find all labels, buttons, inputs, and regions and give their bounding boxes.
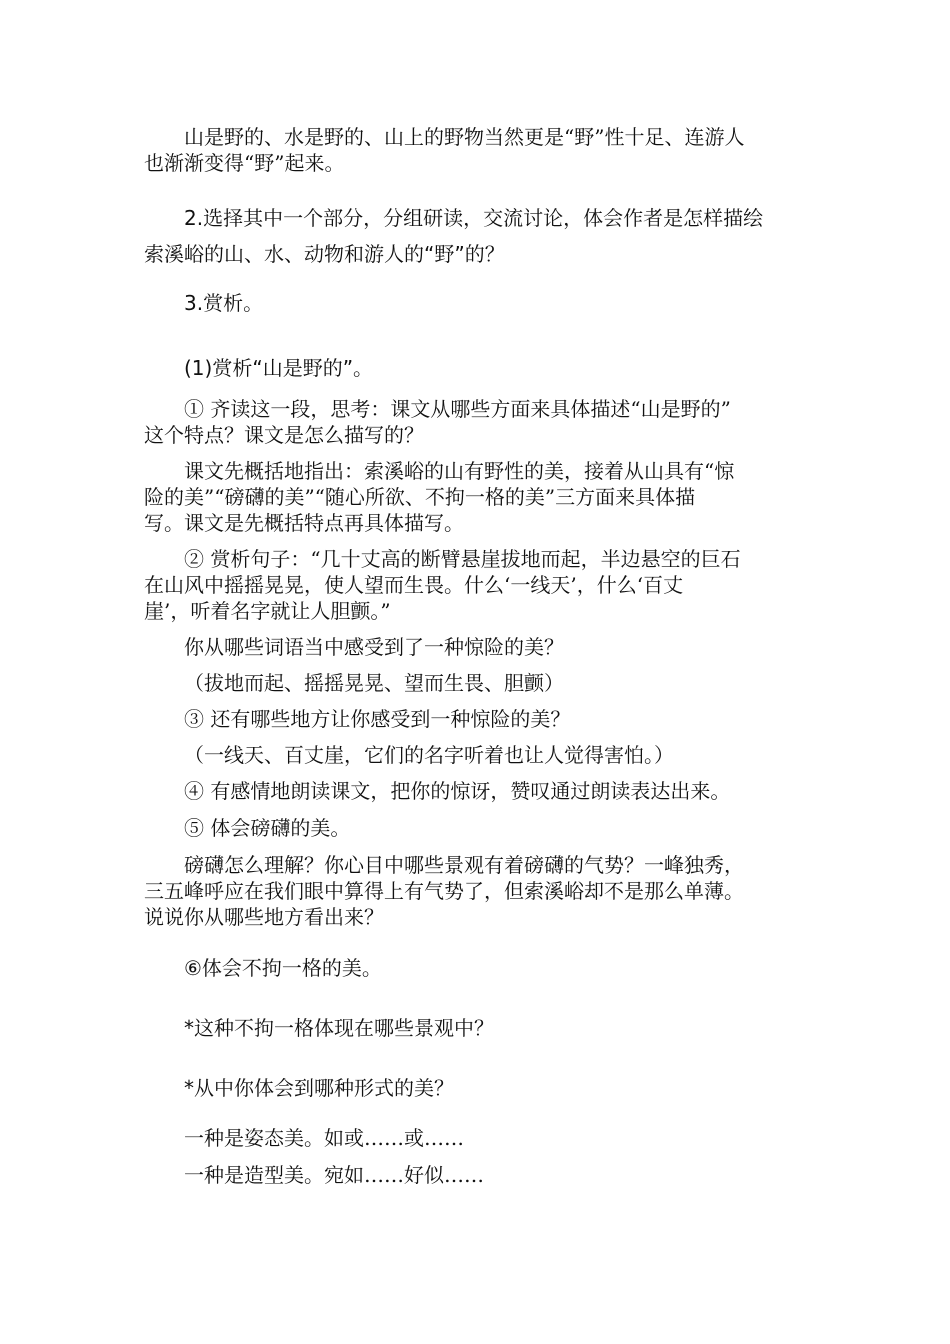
paragraph-answer-1 — [144, 458, 808, 536]
text-line: ① 齐读这一段，思考：课文从哪些方面来具体描述“山是野的” — [184, 397, 731, 421]
paragraph-shape-beauty — [144, 1162, 808, 1188]
paragraph-answer-3 — [144, 742, 808, 768]
text-line: 一种是姿态美。如或……或…… — [184, 1126, 464, 1150]
paragraph-bullet-2 — [144, 1075, 808, 1101]
text-line: （一线天、百丈崖，它们的名字听着也让人觉得害怕。） — [184, 743, 674, 767]
heading-appreciate-mountain — [144, 355, 808, 381]
text-line: 你从哪些词语当中感受到了一种惊险的美？ — [184, 635, 564, 659]
paragraph-answer-words — [144, 670, 808, 696]
paragraph-item-1 — [144, 396, 808, 448]
paragraph-step-3 — [144, 290, 808, 316]
text-line: ② 赏析句子：“几十丈高的断臂悬崖拔地而起，半边悬空的巨石 — [184, 547, 741, 571]
paragraph-item-3 — [144, 706, 808, 732]
paragraph-item-4 — [144, 778, 808, 804]
text-line: 一种是造型美。宛如……好似…… — [184, 1163, 484, 1187]
text-line: 索溪峪的山、水、动物和游人的“野”的？ — [144, 242, 505, 266]
text-line: （拔地而起、摇摇晃晃、望而生畏、胆颤） — [184, 671, 564, 695]
paragraph-question — [144, 634, 808, 660]
text-line: 也渐渐变得“野”起来。 — [144, 151, 345, 175]
text-line: ③ 还有哪些地方让你感受到一种惊险的美？ — [184, 707, 571, 731]
paragraph-step-2 — [144, 200, 808, 272]
text-line: 险的美”“磅礴的美”“随心所欲、不拘一格的美”三方面来具体描 — [144, 485, 696, 509]
paragraph-majestic — [144, 852, 808, 930]
text-line: 磅礴怎么理解？你心目中哪些景观有着磅礴的气势？一峰独秀， — [184, 853, 744, 877]
text-line: 课文先概括地指出：索溪峪的山有野性的美，接着从山具有“惊 — [184, 459, 735, 483]
paragraph-intro — [144, 124, 808, 176]
text-line: (1)赏析“山是野的”。 — [184, 356, 374, 380]
text-line: 山是野的、水是野的、山上的野物当然更是“野”性十足、连游人 — [184, 125, 745, 149]
text-line: ⑤ 体会磅礴的美。 — [184, 816, 351, 840]
text-line: 写。课文是先概括特点再具体描写。 — [144, 511, 464, 535]
text-line: ⑥体会不拘一格的美。 — [184, 956, 382, 980]
text-line: 说说你从哪些地方看出来？ — [144, 905, 384, 929]
text-line: 三五峰呼应在我们眼中算得上有气势了，但索溪峪却不是那么单薄。 — [144, 879, 744, 903]
text-line: *这种不拘一格体现在哪些景观中？ — [184, 1016, 494, 1040]
paragraph-bullet-1 — [144, 1015, 808, 1041]
paragraph-posture-beauty — [144, 1125, 808, 1151]
text-line: 这个特点？课文是怎么描写的？ — [144, 423, 424, 447]
paragraph-item-2 — [144, 546, 808, 624]
paragraph-item-5 — [144, 815, 808, 841]
text-line: 3.赏析。 — [184, 291, 264, 315]
text-line: 崖’，听着名字就让人胆颤。” — [144, 599, 391, 623]
text-line: ④ 有感情地朗读课文，把你的惊讶，赞叹通过朗读表达出来。 — [184, 779, 731, 803]
text-line: 在山风中摇摇晃晃，使人望而生畏。什么‘一线天’，什么‘百丈 — [144, 573, 684, 597]
paragraph-item-6 — [144, 955, 808, 981]
text-line: *从中你体会到哪种形式的美？ — [184, 1076, 454, 1100]
text-line: 2.选择其中一个部分，分组研读，交流讨论，体会作者是怎样描绘 — [184, 206, 764, 230]
